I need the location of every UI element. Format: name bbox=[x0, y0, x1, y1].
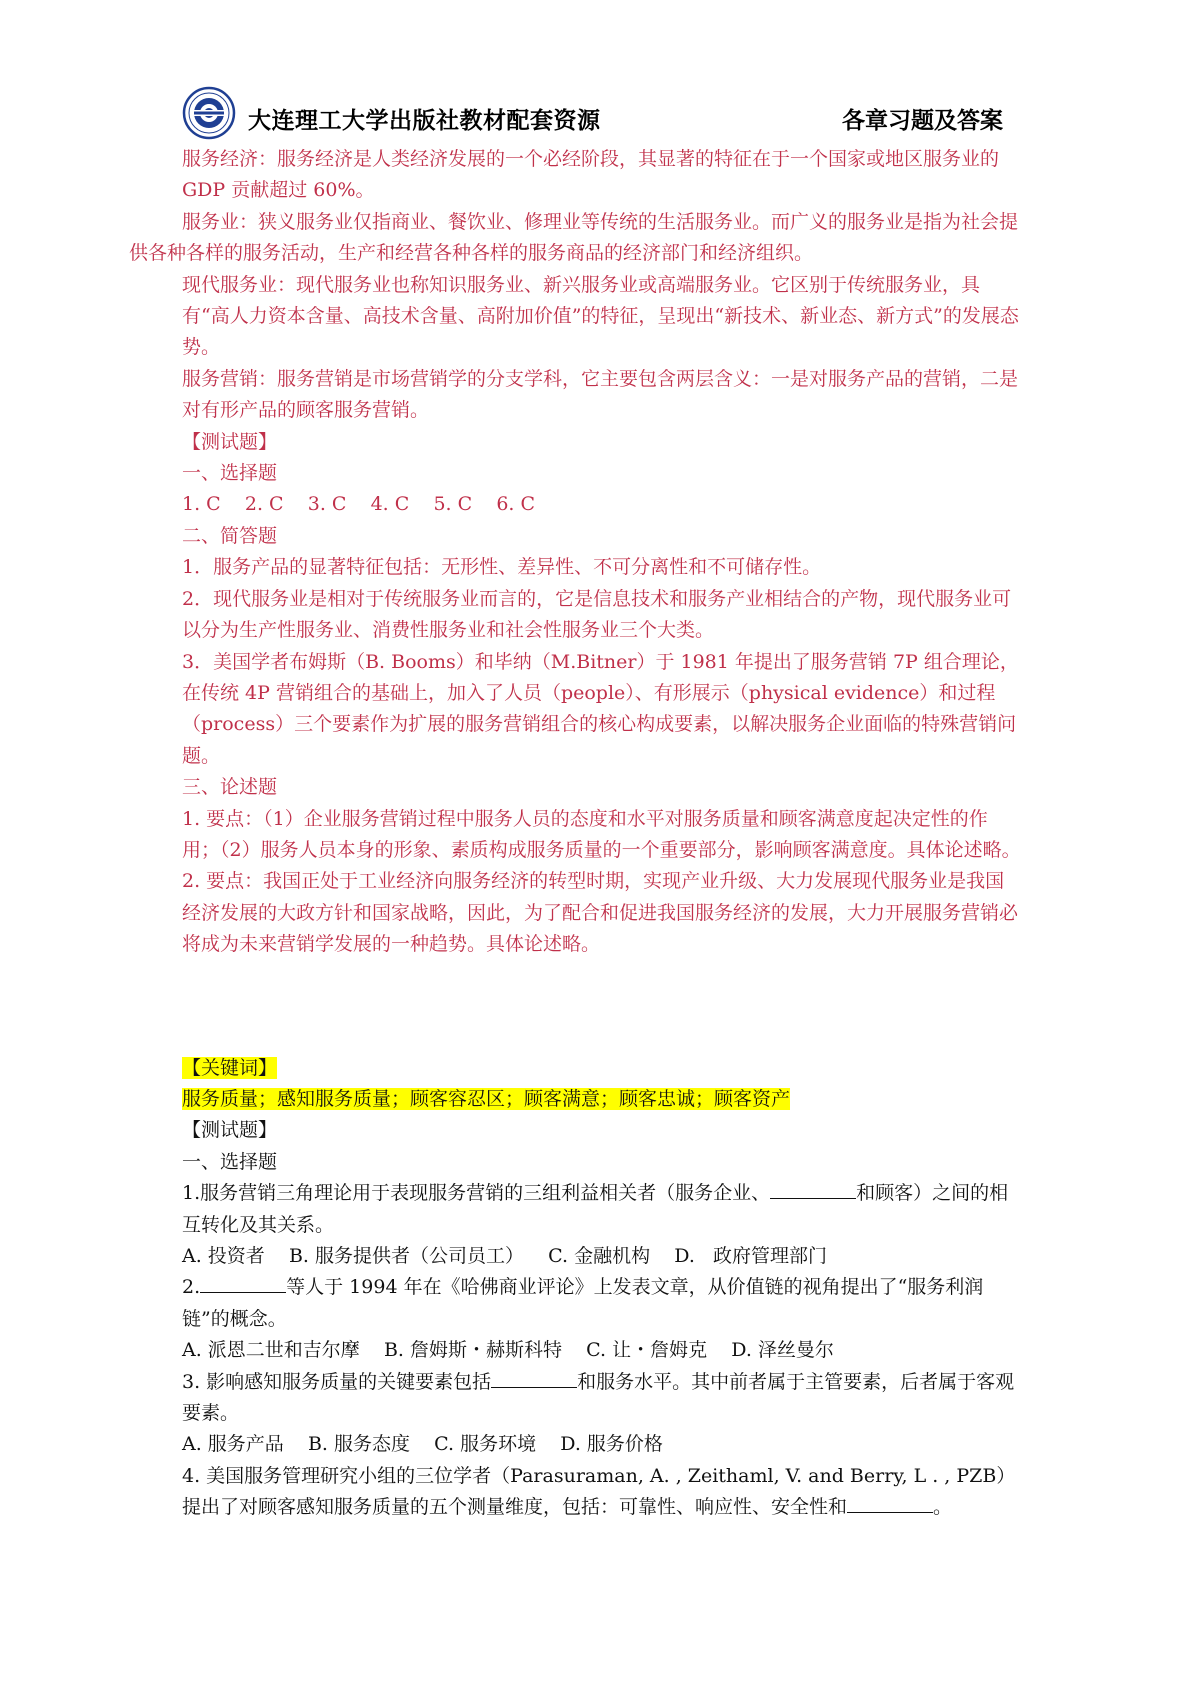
question-1-text-a: 1.服务营销三角理论用于表现服务营销的三组利益相关者（服务企业、 bbox=[182, 1182, 771, 1205]
essay-answer-1: 1. 要点：（1）企业服务营销过程中服务人员的态度和水平对服务质量和顾客满意度起决定性的作用；（2）服务人员本身的形象、素质构成服务质量的一个重要部分，影响顾客满意度。具体论述略。 bbox=[182, 807, 1021, 861]
definition-service-marketing: 服务营销：服务营销是市场营销学的分支学科，它主要包含两层含义：一是对服务产品的营销，二是对有形产品的顾客服务营销。 bbox=[182, 367, 1019, 422]
question-3-text-a: 3. 影响感知服务质量的关键要素包括 bbox=[182, 1370, 492, 1393]
question-3-blank bbox=[491, 1386, 577, 1388]
question-4-blank bbox=[847, 1511, 933, 1513]
question-1 bbox=[182, 1178, 1022, 1241]
choice-answers: 1. C 2. C 3. C 4. C 5. C 6. C bbox=[182, 493, 536, 516]
question-1-text-b: 和顾客）之间的相互转化及其关系。 bbox=[182, 1182, 1009, 1236]
definition-modern-service-industry: 现代服务业：现代服务业也称知识服务业、新兴服务业或高端服务业。它区别于传统服务业，具有“高人力资本含量、高技术含量、高附加价值”的特征，呈现出“新技术、新业态、新方式”的发展态势。 bbox=[182, 273, 1019, 359]
question-4 bbox=[182, 1461, 1022, 1524]
question-1-blank bbox=[770, 1197, 856, 1199]
question-1-options: A. 投资者 B. 服务提供者（公司员工） C. 金融机构 D. 政府管理部门 bbox=[182, 1245, 827, 1267]
short-answer-1: 1．服务产品的显著特征包括：无形性、差异性、不可分离性和不可储存性。 bbox=[182, 556, 822, 579]
choice-heading: 一、选择题 bbox=[182, 462, 278, 485]
section-title: 各章习题及答案 bbox=[842, 108, 1003, 134]
definition-service-economy: 服务经济：服务经济是人类经济发展的一个必经阶段，其显著的特征在于一个国家或地区服务业的 GDP 贡献超过 60%。 bbox=[182, 148, 1000, 202]
publisher-logo-icon bbox=[182, 86, 236, 140]
question-3-options: A. 服务产品 B. 服务态度 C. 服务环境 D. 服务价格 bbox=[182, 1433, 663, 1456]
short-answer-2: 2．现代服务业是相对于传统服务业而言的，它是信息技术和服务产业相结合的产物，现代服务业可以分为生产性服务业、消费性服务业和社会性服务业三个大类。 bbox=[182, 587, 1012, 642]
section-gap bbox=[182, 961, 1022, 1053]
keywords-list: 服务质量；感知服务质量；顾客容忍区；顾客满意；顾客忠诚；顾客资产 bbox=[182, 1087, 791, 1110]
definition-service-industry: 服务业：狭义服务业仅指商业、餐饮业、修理业等传统的生活服务业。而广义的服务业是指为社会提供各种各样的服务活动，生产和经营各种各样的服务商品的经济部门和经济组织。 bbox=[129, 210, 1019, 265]
short-answer-3: 3．美国学者布姆斯（B. Booms）和毕纳（M.Bitner）于 1981 年提出了服务营销 7P 组合理论，在传统 4P 营销组合的基础上，加入了人员（people）、有形展示（physical evidence）和过程（process）三个要素作为扩展的服务营销组合的核心构成要素，以解决服务企业面临的特殊营销问题。 bbox=[182, 650, 1019, 767]
question-3-text-b: 和服务水平。其中前者属于主管要素，后者属于客观要素。 bbox=[182, 1370, 1015, 1425]
keywords-heading: 【关键词】 bbox=[182, 1056, 278, 1079]
essay-answer-2: 2. 要点：我国正处于工业经济向服务经济的转型时期，实现产业升级、大力发展现代服务业是我国经济发展的大政方针和国家战略，因此，为了配合和促进我国服务经济的发展，大力开展服务营销必将成为未来营销学发展的一种趋势。具体论述略。 bbox=[182, 870, 1019, 956]
essay-heading: 三、论述题 bbox=[182, 776, 278, 799]
chapter2-choice-heading: 一、选择题 bbox=[182, 1150, 278, 1173]
question-2-blank bbox=[200, 1291, 286, 1293]
question-3 bbox=[182, 1367, 1022, 1430]
publisher-title: 大连理工大学出版社教材配套资源 bbox=[248, 108, 601, 134]
page-header bbox=[182, 86, 1032, 146]
question-4-text-a: 4. 美国服务管理研究小组的三位学者（Parasuraman, A. , Zeithaml, V. and Berry, L . , PZB）提出了对顾客感知服务质量的五个测量维度，包括：可靠性、响应性、安全性和 bbox=[182, 1464, 1016, 1519]
question-2-text-a: 2. bbox=[182, 1276, 201, 1299]
test-heading: 【测试题】 bbox=[182, 430, 278, 453]
question-4-text-b: 。 bbox=[933, 1496, 953, 1519]
chapter2-test-heading: 【测试题】 bbox=[182, 1119, 278, 1142]
short-answer-heading: 二、简答题 bbox=[182, 524, 278, 547]
page-body bbox=[129, 144, 1022, 1524]
question-2 bbox=[182, 1272, 1022, 1335]
question-2-text-b: 等人于 1994 年在《哈佛商业评论》上发表文章，从价值链的视角提出了“服务利润链”的概念。 bbox=[182, 1276, 984, 1330]
question-2-options: A. 派恩二世和吉尔摩 B. 詹姆斯・赫斯科特 C. 让・詹姆克 D. 泽丝曼尔 bbox=[182, 1339, 834, 1362]
